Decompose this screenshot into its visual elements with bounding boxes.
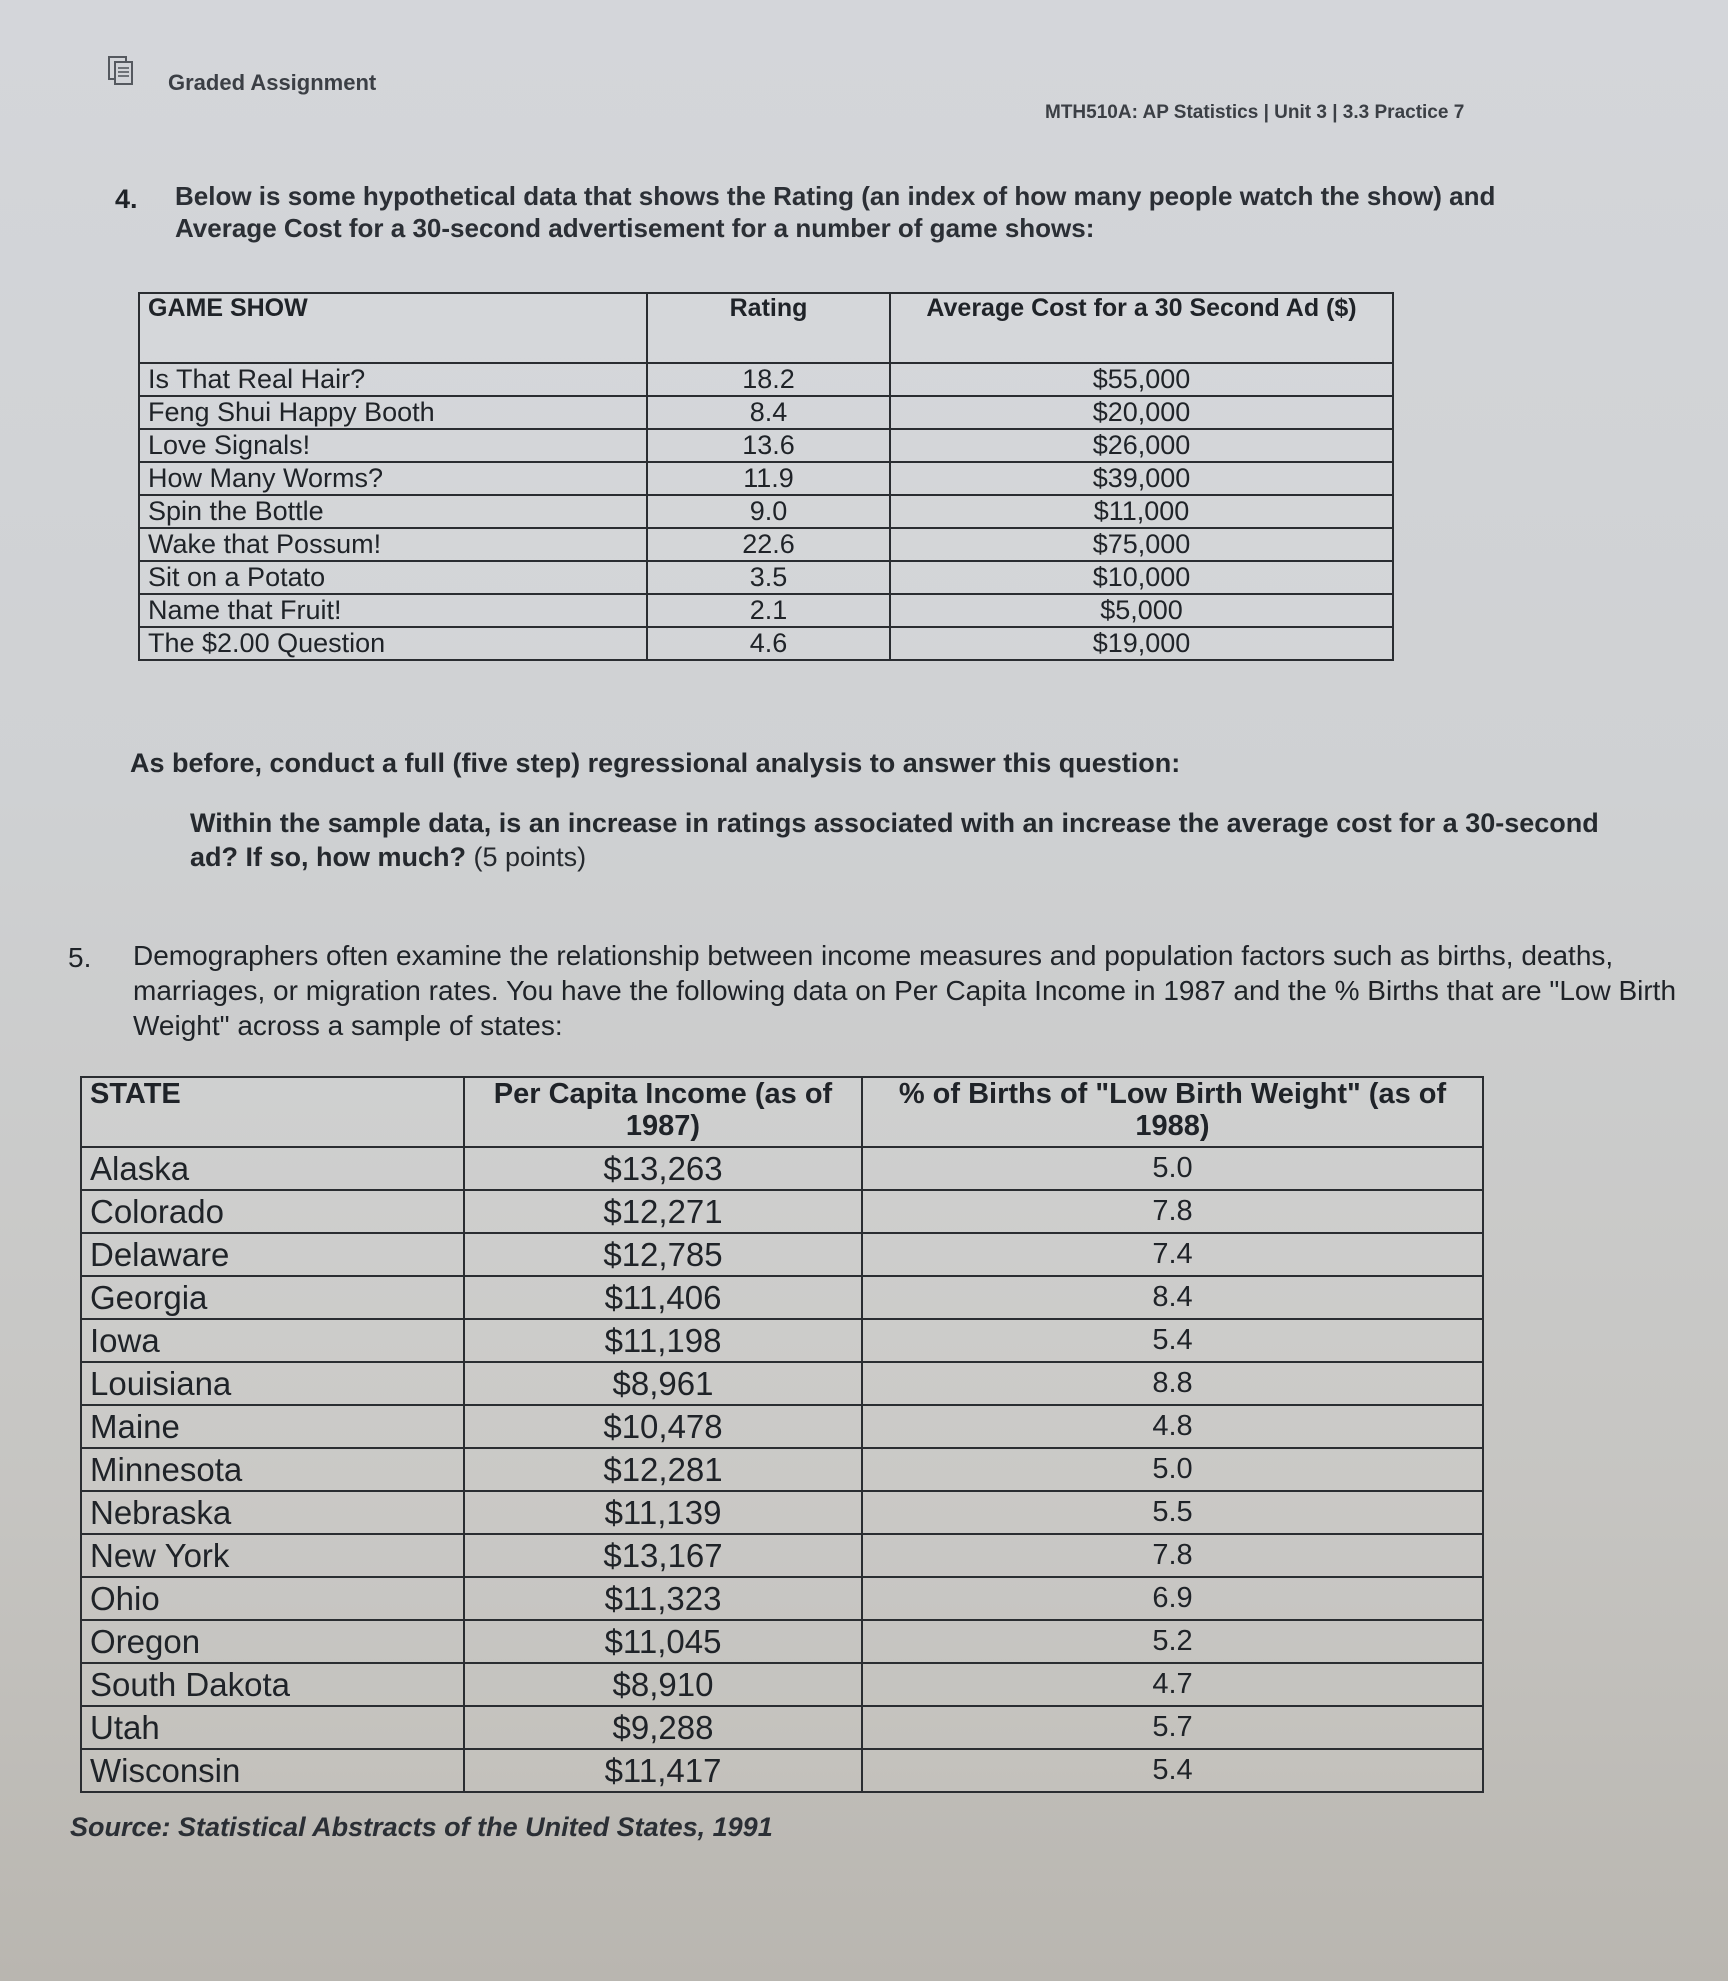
low-birth-weight-cell: 8.4 (862, 1276, 1483, 1319)
income-cell: $11,139 (464, 1491, 862, 1534)
table-row (81, 1706, 1483, 1749)
table-row (139, 528, 1393, 561)
state-cell: South Dakota (81, 1663, 464, 1706)
game-show-cell: Spin the Bottle (139, 495, 647, 528)
analysis-instruction: As before, conduct a full (five step) regressional analysis to answer this question: (130, 748, 1181, 778)
column-header-rating: Rating (647, 293, 890, 363)
question-5-number: 5. (68, 942, 92, 973)
low-birth-weight-cell: 7.8 (862, 1190, 1483, 1233)
state-cell: Colorado (81, 1190, 464, 1233)
ad-cost-cell: $75,000 (890, 528, 1393, 561)
table-row (81, 1448, 1483, 1491)
low-birth-weight-cell: 5.0 (862, 1448, 1483, 1491)
income-cell: $11,045 (464, 1620, 862, 1663)
table-header-row (81, 1077, 1483, 1147)
game-show-cell: Is That Real Hair? (139, 363, 647, 396)
game-show-cell: Feng Shui Happy Booth (139, 396, 647, 429)
state-cell: New York (81, 1534, 464, 1577)
column-header-low-birth-weight: % of Births of "Low Birth Weight" (as of 1988) (862, 1077, 1483, 1147)
table-row (139, 396, 1393, 429)
table-row (81, 1276, 1483, 1319)
rating-cell: 22.6 (647, 528, 890, 561)
state-cell: Wisconsin (81, 1749, 464, 1792)
low-birth-weight-cell: 4.7 (862, 1663, 1483, 1706)
game-show-cell: Wake that Possum! (139, 528, 647, 561)
table-row (139, 627, 1393, 660)
table-row (139, 462, 1393, 495)
table-row (81, 1362, 1483, 1405)
ad-cost-cell: $5,000 (890, 594, 1393, 627)
rating-cell: 11.9 (647, 462, 890, 495)
low-birth-weight-cell: 4.8 (862, 1405, 1483, 1448)
income-cell: $11,198 (464, 1319, 862, 1362)
table-row (81, 1534, 1483, 1577)
table-row (81, 1663, 1483, 1706)
low-birth-weight-cell: 5.5 (862, 1491, 1483, 1534)
question-5-text: Demographers often examine the relationship between income measures and population factors such as births, deaths, marriages, or migration rates. You have the following data on Per Capita Income in 1987 and the % Births that are "Low Birth Weight" across a sample of states: (133, 940, 1677, 1041)
table-row (139, 429, 1393, 462)
rating-cell: 2.1 (647, 594, 890, 627)
low-birth-weight-cell: 5.4 (862, 1319, 1483, 1362)
state-cell: Georgia (81, 1276, 464, 1319)
rating-cell: 3.5 (647, 561, 890, 594)
column-header-state: STATE (81, 1077, 464, 1147)
question-4-subquestion (190, 806, 1640, 874)
income-cell: $11,323 (464, 1577, 862, 1620)
low-birth-weight-cell: 7.8 (862, 1534, 1483, 1577)
assignment-label: Graded Assignment (168, 70, 377, 95)
table-row (81, 1620, 1483, 1663)
income-cell: $11,406 (464, 1276, 862, 1319)
low-birth-weight-cell: 5.2 (862, 1620, 1483, 1663)
table-row (81, 1147, 1483, 1190)
income-cell: $12,271 (464, 1190, 862, 1233)
state-cell: Utah (81, 1706, 464, 1749)
table-row (139, 363, 1393, 396)
low-birth-weight-cell: 5.7 (862, 1706, 1483, 1749)
ad-cost-cell: $11,000 (890, 495, 1393, 528)
column-header-income: Per Capita Income (as of 1987) (464, 1077, 862, 1147)
state-cell: Maine (81, 1405, 464, 1448)
game-show-table (138, 292, 1394, 661)
ad-cost-cell: $10,000 (890, 561, 1393, 594)
income-cell: $13,167 (464, 1534, 862, 1577)
rating-cell: 9.0 (647, 495, 890, 528)
state-cell: Alaska (81, 1147, 464, 1190)
points-label: (5 points) (473, 842, 587, 872)
table-row (81, 1319, 1483, 1362)
table-header-row (139, 293, 1393, 363)
game-show-cell: Name that Fruit! (139, 594, 647, 627)
state-cell: Oregon (81, 1620, 464, 1663)
table-row (81, 1749, 1483, 1792)
column-header-game-show: GAME SHOW (139, 293, 647, 363)
rating-cell: 4.6 (647, 627, 890, 660)
income-cell: $13,263 (464, 1147, 862, 1190)
income-cell: $8,910 (464, 1663, 862, 1706)
table-row (81, 1233, 1483, 1276)
table-row (81, 1577, 1483, 1620)
low-birth-weight-cell: 5.0 (862, 1147, 1483, 1190)
question-4-number: 4. (115, 184, 138, 214)
game-show-cell: Love Signals! (139, 429, 647, 462)
state-cell: Minnesota (81, 1448, 464, 1491)
income-cell: $12,281 (464, 1448, 862, 1491)
income-cell: $10,478 (464, 1405, 862, 1448)
subquestion-text: Within the sample data, is an increase in ratings associated with an increase the average cost for a 30-second ad? If so, how much? (190, 808, 1599, 872)
state-cell: Ohio (81, 1577, 464, 1620)
state-cell: Nebraska (81, 1491, 464, 1534)
ad-cost-cell: $20,000 (890, 396, 1393, 429)
state-cell: Iowa (81, 1319, 464, 1362)
question-4-text: Below is some hypothetical data that shows the Rating (an index of how many people watch the show) and Average Cost for a 30-second advertisement for a number of game shows: (175, 181, 1496, 243)
low-birth-weight-cell: 8.8 (862, 1362, 1483, 1405)
rating-cell: 13.6 (647, 429, 890, 462)
ad-cost-cell: $39,000 (890, 462, 1393, 495)
course-breadcrumb: MTH510A: AP Statistics | Unit 3 | 3.3 Practice 7 (1045, 102, 1465, 123)
table-row (139, 495, 1393, 528)
table-row (81, 1491, 1483, 1534)
state-cell: Delaware (81, 1233, 464, 1276)
document-icon (108, 56, 134, 86)
table-row (139, 561, 1393, 594)
ad-cost-cell: $19,000 (890, 627, 1393, 660)
low-birth-weight-cell: 5.4 (862, 1749, 1483, 1792)
low-birth-weight-cell: 6.9 (862, 1577, 1483, 1620)
state-cell: Louisiana (81, 1362, 464, 1405)
game-show-cell: Sit on a Potato (139, 561, 647, 594)
low-birth-weight-cell: 7.4 (862, 1233, 1483, 1276)
table-row (139, 594, 1393, 627)
state-income-table (80, 1076, 1484, 1793)
game-show-cell: How Many Worms? (139, 462, 647, 495)
income-cell: $11,417 (464, 1749, 862, 1792)
table-row (81, 1190, 1483, 1233)
income-cell: $8,961 (464, 1362, 862, 1405)
ad-cost-cell: $26,000 (890, 429, 1393, 462)
income-cell: $12,785 (464, 1233, 862, 1276)
income-cell: $9,288 (464, 1706, 862, 1749)
rating-cell: 18.2 (647, 363, 890, 396)
rating-cell: 8.4 (647, 396, 890, 429)
column-header-ad-cost: Average Cost for a 30 Second Ad ($) (890, 293, 1393, 363)
game-show-cell: The $2.00 Question (139, 627, 647, 660)
ad-cost-cell: $55,000 (890, 363, 1393, 396)
table-row (81, 1405, 1483, 1448)
source-citation: Source: Statistical Abstracts of the United States, 1991 (70, 1812, 773, 1842)
